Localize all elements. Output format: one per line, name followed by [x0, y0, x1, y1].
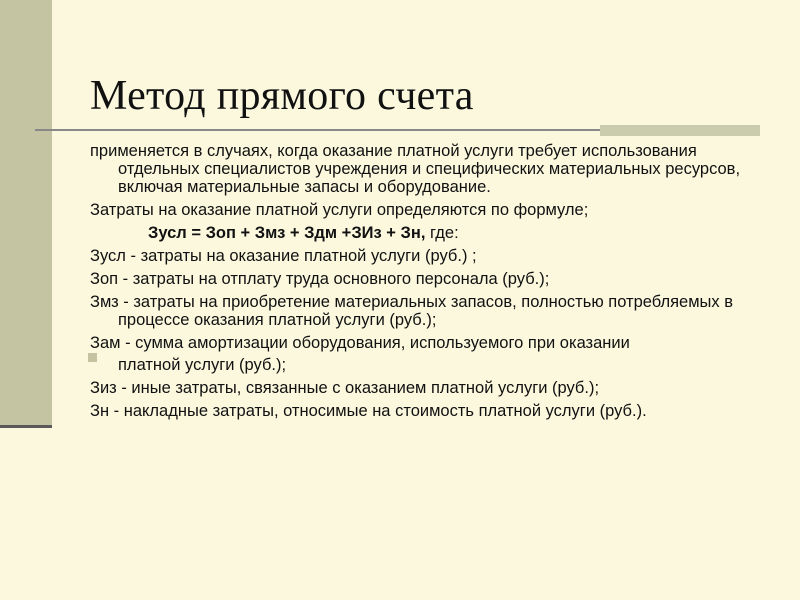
- definition-zam: [90, 334, 770, 374]
- slide-title: Метод прямого счета: [90, 73, 474, 119]
- title-divider-accent: [600, 125, 760, 136]
- formula-tail: где:: [425, 224, 459, 242]
- formula-expression: Зусл = Зоп + Змз + Здм +ЗИз + Зн,: [148, 224, 426, 242]
- paragraph-usage: применяется в случаях, когда оказание платной услуги требует использования отдельных специалистов учреждения и специфических материальных ресурсов, включая материальные запасы и оборудование.: [90, 142, 741, 196]
- definition-zusl: Зусл - затраты на оказание платной услуги (руб.) ;: [90, 247, 477, 265]
- definition-zam-line1: Зам - сумма амортизации оборудования, используемого при оказании: [90, 334, 630, 352]
- definition-zop: Зоп - затраты на отплату труда основного персонала (руб.);: [90, 270, 550, 288]
- left-accent-bar-underline: [0, 425, 52, 428]
- definition-zn: Зн - накладные затраты, относимые на стоимость платной услуги (руб.).: [90, 402, 647, 420]
- formula-line: [148, 224, 770, 242]
- paragraph-formula-intro: Затраты на оказание платной услуги определяются по формуле;: [90, 201, 589, 219]
- left-accent-bar: [0, 0, 52, 425]
- definition-zam-line2: платной услуги (руб.);: [118, 356, 287, 374]
- slide-body: [90, 142, 770, 425]
- definition-ziz: Зиз - иные затраты, связанные с оказанием платной услуги (руб.);: [90, 379, 600, 397]
- definition-zmz: Змз - затраты на приобретение материальных запасов, полностью потребляемых в процессе оказания платной услуги (руб.);: [90, 293, 734, 329]
- square-bullet-icon: [88, 353, 97, 362]
- title-divider: [35, 129, 600, 131]
